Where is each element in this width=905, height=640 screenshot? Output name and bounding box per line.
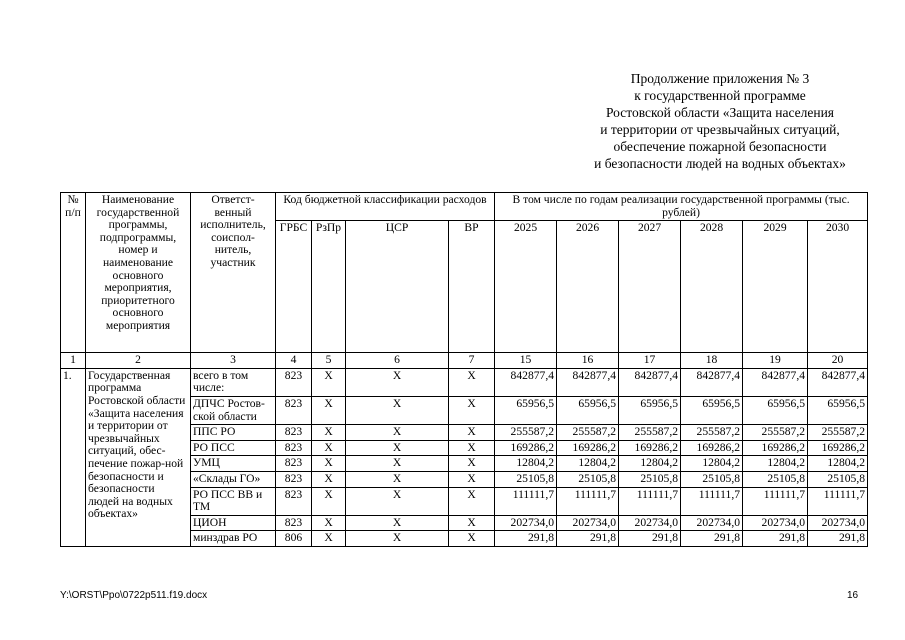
rzpr-cell: X <box>312 396 346 424</box>
table-row <box>61 368 868 396</box>
year-value-cell: 25105,8 <box>681 471 743 487</box>
column-number: 1 <box>61 353 86 369</box>
year-value-cell: 12804,2 <box>681 456 743 472</box>
year-value-cell: 202734,0 <box>619 515 681 531</box>
rzpr-cell: X <box>312 515 346 531</box>
year-value-cell: 842877,4 <box>808 368 868 396</box>
header-vr: ВР <box>449 221 495 353</box>
year-value-cell: 65956,5 <box>495 396 557 424</box>
year-value-cell: 25105,8 <box>557 471 619 487</box>
executor-cell: ППС РО <box>191 425 276 441</box>
column-number: 18 <box>681 353 743 369</box>
csr-cell: X <box>346 425 449 441</box>
header-rzpr: РзПр <box>312 221 346 353</box>
column-number: 7 <box>449 353 495 369</box>
header-year: 2025 <box>495 221 557 353</box>
rzpr-cell: X <box>312 425 346 441</box>
column-number: 5 <box>312 353 346 369</box>
year-value-cell: 12804,2 <box>619 456 681 472</box>
year-value-cell: 842877,4 <box>619 368 681 396</box>
year-value-cell: 111111,7 <box>619 487 681 515</box>
csr-cell: X <box>346 440 449 456</box>
executor-cell: минздрав РО <box>191 531 276 547</box>
year-value-cell: 169286,2 <box>557 440 619 456</box>
header-budget-code: Код бюджетной классификации расходов <box>276 193 495 221</box>
program-name: Государственная программа Ростовской области «Защита населения и территории от чрезвычайных ситуаций, обес-печение пожар-ной безопасности и безопасности людей на водных объектах» <box>86 368 191 546</box>
header-year: 2026 <box>557 221 619 353</box>
year-value-cell: 65956,5 <box>557 396 619 424</box>
column-number: 4 <box>276 353 312 369</box>
year-value-cell: 25105,8 <box>808 471 868 487</box>
column-number: 3 <box>191 353 276 369</box>
grbs-cell: 823 <box>276 487 312 515</box>
year-value-cell: 255587,2 <box>743 425 808 441</box>
rzpr-cell: X <box>312 471 346 487</box>
grbs-cell: 806 <box>276 531 312 547</box>
executor-cell: ДПЧС Ростов-ской области <box>191 396 276 424</box>
csr-cell: X <box>346 515 449 531</box>
year-value-cell: 842877,4 <box>495 368 557 396</box>
header-year: 2030 <box>808 221 868 353</box>
year-value-cell: 202734,0 <box>808 515 868 531</box>
year-value-cell: 65956,5 <box>619 396 681 424</box>
csr-cell: X <box>346 531 449 547</box>
header-csr: ЦСР <box>346 221 449 353</box>
header-line: Продолжение приложения № 3 <box>630 71 810 86</box>
year-value-cell: 255587,2 <box>808 425 868 441</box>
header-name: Наименование государственной программы, подпрограммы, номер и наименование основного мероприятия, приоритетного основного мероприятия <box>86 193 191 353</box>
column-number: 17 <box>619 353 681 369</box>
year-value-cell: 25105,8 <box>743 471 808 487</box>
grbs-cell: 823 <box>276 425 312 441</box>
csr-cell: X <box>346 456 449 472</box>
column-number-row <box>61 353 868 369</box>
year-value-cell: 111111,7 <box>743 487 808 515</box>
grbs-cell: 823 <box>276 471 312 487</box>
executor-cell: РО ПСС ВВ и ТМ <box>191 487 276 515</box>
executor-cell: всего в том числе: <box>191 368 276 396</box>
header-line: и безопасности людей на водных объектах» <box>594 156 846 171</box>
executor-cell: УМЦ <box>191 456 276 472</box>
year-value-cell: 255587,2 <box>681 425 743 441</box>
year-value-cell: 842877,4 <box>681 368 743 396</box>
year-value-cell: 65956,5 <box>681 396 743 424</box>
header-line: к государственной программе <box>634 88 806 103</box>
year-value-cell: 255587,2 <box>557 425 619 441</box>
column-number: 2 <box>86 353 191 369</box>
vr-cell: X <box>449 515 495 531</box>
year-value-cell: 12804,2 <box>808 456 868 472</box>
rzpr-cell: X <box>312 487 346 515</box>
rzpr-cell: X <box>312 368 346 396</box>
year-value-cell: 25105,8 <box>619 471 681 487</box>
grbs-cell: 823 <box>276 440 312 456</box>
header-year: 2027 <box>619 221 681 353</box>
year-value-cell: 169286,2 <box>743 440 808 456</box>
header-grbs: ГРБС <box>276 221 312 353</box>
year-value-cell: 12804,2 <box>495 456 557 472</box>
rzpr-cell: X <box>312 440 346 456</box>
year-value-cell: 291,8 <box>743 531 808 547</box>
vr-cell: X <box>449 368 495 396</box>
year-value-cell: 291,8 <box>495 531 557 547</box>
year-value-cell: 202734,0 <box>557 515 619 531</box>
vr-cell: X <box>449 440 495 456</box>
year-value-cell: 169286,2 <box>495 440 557 456</box>
header-executor: Ответст-венный исполнитель, соиспол-нитель, участник <box>191 193 276 353</box>
header-year: 2028 <box>681 221 743 353</box>
year-value-cell: 169286,2 <box>619 440 681 456</box>
page-number: 16 <box>847 590 859 601</box>
column-number: 15 <box>495 353 557 369</box>
year-value-cell: 111111,7 <box>557 487 619 515</box>
vr-cell: X <box>449 396 495 424</box>
column-number: 6 <box>346 353 449 369</box>
header-line: Ростовской области «Защита населения <box>605 105 835 120</box>
year-value-cell: 202734,0 <box>681 515 743 531</box>
executor-cell: «Склады ГО» <box>191 471 276 487</box>
vr-cell: X <box>449 425 495 441</box>
grbs-cell: 823 <box>276 368 312 396</box>
rzpr-cell: X <box>312 531 346 547</box>
row-number: 1. <box>61 368 86 546</box>
year-value-cell: 111111,7 <box>495 487 557 515</box>
year-value-cell: 65956,5 <box>743 396 808 424</box>
csr-cell: X <box>346 487 449 515</box>
year-value-cell: 202734,0 <box>743 515 808 531</box>
year-value-cell: 202734,0 <box>495 515 557 531</box>
header-num: № п/п <box>61 193 86 353</box>
executor-cell: РО ПСС <box>191 440 276 456</box>
grbs-cell: 823 <box>276 515 312 531</box>
rzpr-cell: X <box>312 456 346 472</box>
year-value-cell: 12804,2 <box>557 456 619 472</box>
year-value-cell: 169286,2 <box>681 440 743 456</box>
year-value-cell: 842877,4 <box>557 368 619 396</box>
footer-file-path: Y:\ORST\Ppo\0722p511.f19.docx <box>60 590 208 601</box>
grbs-cell: 823 <box>276 456 312 472</box>
year-value-cell: 255587,2 <box>495 425 557 441</box>
year-value-cell: 169286,2 <box>808 440 868 456</box>
csr-cell: X <box>346 396 449 424</box>
year-value-cell: 291,8 <box>619 531 681 547</box>
header-years-title: В том числе по годам реализации государственной программы (тыс. рублей) <box>495 193 868 221</box>
csr-cell: X <box>346 368 449 396</box>
column-number: 19 <box>743 353 808 369</box>
vr-cell: X <box>449 487 495 515</box>
column-number: 20 <box>808 353 868 369</box>
year-value-cell: 255587,2 <box>619 425 681 441</box>
year-value-cell: 291,8 <box>557 531 619 547</box>
budget-table <box>60 192 868 547</box>
year-value-cell: 12804,2 <box>743 456 808 472</box>
vr-cell: X <box>449 456 495 472</box>
year-value-cell: 25105,8 <box>495 471 557 487</box>
csr-cell: X <box>346 471 449 487</box>
year-value-cell: 65956,5 <box>808 396 868 424</box>
grbs-cell: 823 <box>276 396 312 424</box>
year-value-cell: 291,8 <box>808 531 868 547</box>
vr-cell: X <box>449 531 495 547</box>
executor-cell: ЦИОН <box>191 515 276 531</box>
year-value-cell: 111111,7 <box>808 487 868 515</box>
column-number: 16 <box>557 353 619 369</box>
year-value-cell: 111111,7 <box>681 487 743 515</box>
table-header-row <box>61 193 868 221</box>
year-value-cell: 842877,4 <box>743 368 808 396</box>
year-value-cell: 291,8 <box>681 531 743 547</box>
header-year: 2029 <box>743 221 808 353</box>
header-line: обеспечение пожарной безопасности <box>613 139 827 154</box>
appendix-header <box>560 70 880 172</box>
vr-cell: X <box>449 471 495 487</box>
header-line: и территории от чрезвычайных ситуаций, <box>600 122 840 137</box>
